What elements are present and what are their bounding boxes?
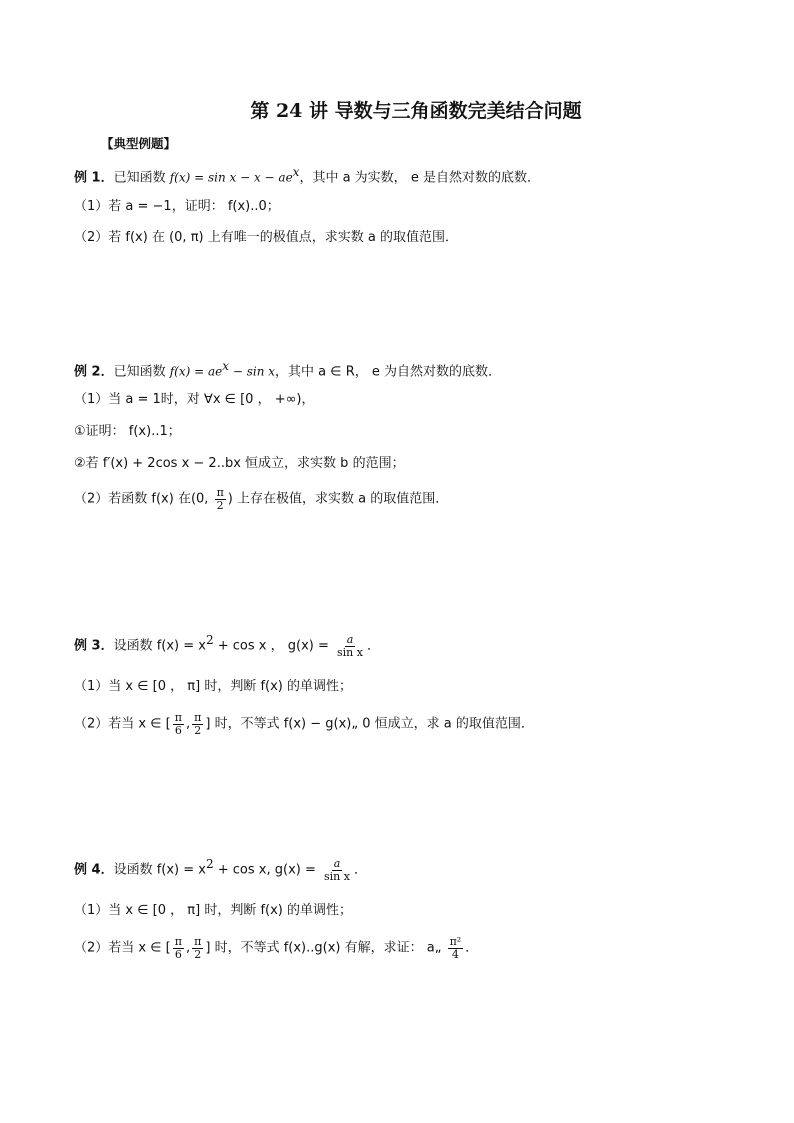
example-3-part-2: （2）若当 x ∈ [ $\frac{\pi}{6}$ , $\frac{\pi}{2}$ ] 时，不等式 f(x) − g(x)„ 0 恒成立，求 a 的取值范围． (74, 711, 534, 737)
example-4-part-2: （2）若当 x ∈ [ $\frac{\pi}{6}$ , $\frac{\pi}{2}$ ] 时，不等式 f(x)..g(x) 有解，求证： a„ $\frac{\text{π²}}{4}$ ． (74, 935, 479, 961)
fraction-pi-squared-over-4: $\frac{\text{π²}}{4}$ (449, 935, 462, 961)
fraction-pi-over-6: $\frac{\pi}{6}$ (174, 935, 182, 961)
example-4-part-1: （1）当 x ∈ [0 ， π] 时，判断 f(x) 的单调性； (74, 903, 353, 918)
example-2-part-1-ii: ②若 f′(x) + 2cos x − 2..bx 恒成立，求实数 b 的范围； (74, 456, 405, 471)
fraction-a-over-sinx: $\frac{a}{\text{sin x}}$ (324, 857, 350, 883)
example-2-label: 例 2． (74, 364, 114, 380)
example-1-statement: 例 1．已知函数 $f(x) = \sin x - x - ae^x$，其中 a 为实数， e 是自然对数的底数． (74, 165, 540, 186)
fraction-pi-over-2: $\frac{\pi}{2}$ (216, 486, 224, 512)
fraction-pi-over-2: $\frac{\pi}{2}$ (194, 711, 202, 737)
fraction-pi-over-2: $\frac{\pi}{2}$ (194, 935, 202, 961)
example-2-statement: 例 2．已知函数 $f(x) = ae^x - \sin x$，其中 a ∈ R， e 为自然对数的底数． (74, 359, 501, 380)
example-1-part-1: （1）若 a = −1，证明： f(x)..0； (74, 199, 280, 214)
fraction-a-over-sinx: $\frac{a}{\text{sin x}}$ (337, 633, 363, 659)
example-2-part-2: （2）若函数 f(x) 在(0, $\frac{\pi}{2}$ ) 上存在极值，求实数 a 的取值范围． (74, 486, 449, 512)
example-4-label: 例 4． (74, 862, 114, 878)
example-1-part-2: （2）若 f(x) 在 (0, π) 上有唯一的极值点，求实数 a 的取值范围． (74, 230, 458, 245)
section-heading: 【典型例题】 (101, 136, 177, 151)
example-3-label: 例 3． (74, 638, 114, 654)
example-3-statement: 例 3．设函数 $f(x) = x^2 + \cos x$ ， g(x) = $\frac{a}{\text{sin x}}$ ． (74, 633, 380, 659)
fraction-pi-over-6: $\frac{\pi}{6}$ (174, 711, 182, 737)
page-title: 第 24 讲 导数与三角函数完美结合问题 (250, 100, 582, 122)
example-2-part-1-i: ①证明： f(x)..1； (74, 424, 181, 439)
example-1-label: 例 1． (74, 170, 114, 186)
example-4-statement: 例 4．设函数 $f(x) = x^2 + \cos x$, g(x) = $\frac{a}{\text{sin x}}$ ． (74, 857, 367, 883)
example-2-part-1: （1）当 a = 1时，对 ∀x ∈ [0 ， +∞)， (74, 392, 315, 407)
example-3-part-1: （1）当 x ∈ [0 ， π] 时，判断 f(x) 的单调性； (74, 679, 353, 694)
